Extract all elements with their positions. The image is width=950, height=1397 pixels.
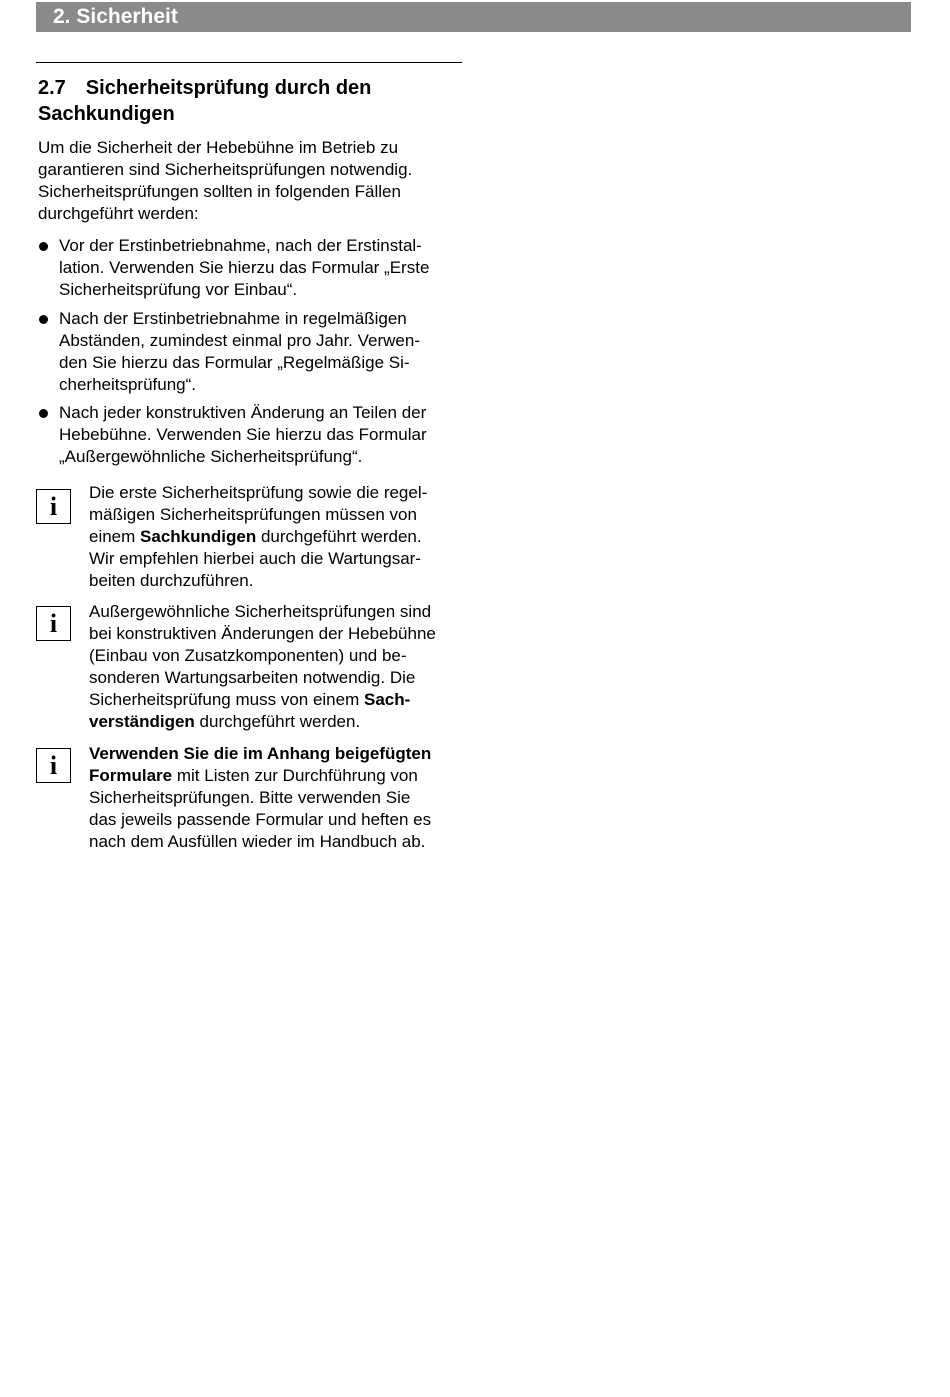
info-icon: i — [36, 748, 71, 783]
note-line: Sicherheitsprüfung muss von einem Sach- — [89, 690, 411, 709]
note-line: beiten durchzuführen. — [89, 571, 254, 590]
note-line: mäßigen Sicherheitsprüfungen müssen von — [89, 505, 417, 524]
section-divider — [36, 62, 462, 63]
intro-paragraph — [38, 137, 468, 225]
section-heading-line: 2.7 Sicherheitsprüfung durch den — [38, 77, 372, 99]
note-line: Sicherheitsprüfungen. Bitte verwenden Sie — [89, 788, 411, 807]
bullet-line: Vor der Erstinbetriebnahme, nach der Erstinstal- — [59, 236, 422, 255]
bullet-line: lation. Verwenden Sie hierzu das Formular „Erste — [59, 258, 430, 277]
note-line: verständigen durchgeführt werden. — [89, 712, 361, 731]
bullet-line: cherheitsprüfung“. — [59, 375, 197, 394]
info-icon: i — [36, 606, 71, 641]
note-line: Die erste Sicherheitsprüfung sowie die regel- — [89, 483, 428, 502]
bullet-line: den Sie hierzu das Formular „Regelmäßige Si- — [59, 353, 410, 372]
note-line: sonderen Wartungsarbeiten notwendig. Die — [89, 668, 416, 687]
info-icon: i — [36, 489, 71, 524]
bullet-text — [59, 402, 427, 468]
intro-line: durchgeführt werden: — [38, 204, 199, 223]
bullet-line: Nach der Erstinbetriebnahme in regelmäßigen — [59, 309, 407, 328]
bullet-line: Hebebühne. Verwenden Sie hierzu das Formular — [59, 425, 427, 444]
bullet-dot-icon — [39, 409, 48, 418]
note-line: das jeweils passende Formular und heften es — [89, 810, 432, 829]
note-line: Wir empfehlen hierbei auch die Wartungsar- — [89, 549, 421, 568]
info-note-text — [89, 601, 436, 733]
bullet-line: Sicherheitsprüfung vor Einbau“. — [59, 280, 298, 299]
note-line: Verwenden Sie die im Anhang beigefügten — [89, 744, 432, 763]
bullet-dot-icon — [39, 315, 48, 324]
note-line: Außergewöhnliche Sicherheitsprüfungen sind — [89, 602, 432, 621]
chapter-title: 2. Sicherheit — [53, 5, 178, 28]
bullet-dot-icon — [39, 242, 48, 251]
note-line: Formulare mit Listen zur Durchführung von — [89, 766, 418, 785]
bullet-text — [59, 235, 429, 301]
bullet-line: Nach jeder konstruktiven Änderung an Teilen der — [59, 403, 427, 422]
intro-line: garantieren sind Sicherheitsprüfungen notwendig. — [38, 160, 413, 179]
note-line: bei konstruktiven Änderungen der Hebebühne — [89, 624, 436, 643]
section-heading — [38, 75, 468, 127]
note-line: (Einbau von Zusatzkomponenten) und be- — [89, 646, 407, 665]
bullet-line: Abständen, zumindest einmal pro Jahr. Verwen- — [59, 331, 420, 350]
info-note-text — [89, 743, 431, 853]
intro-line: Sicherheitsprüfungen sollten in folgenden Fällen — [38, 182, 401, 201]
bullet-text — [59, 308, 420, 396]
intro-line: Um die Sicherheit der Hebebühne im Betrieb zu — [38, 138, 399, 157]
section-heading-line: Sachkundigen — [38, 103, 175, 125]
note-line: nach dem Ausfüllen wieder im Handbuch ab. — [89, 832, 426, 851]
info-note-text — [89, 482, 427, 592]
bullet-line: „Außergewöhnliche Sicherheitsprüfung“. — [59, 447, 363, 466]
chapter-header-bar — [36, 2, 911, 32]
note-line: einem Sachkundigen durchgeführt werden. — [89, 527, 422, 546]
